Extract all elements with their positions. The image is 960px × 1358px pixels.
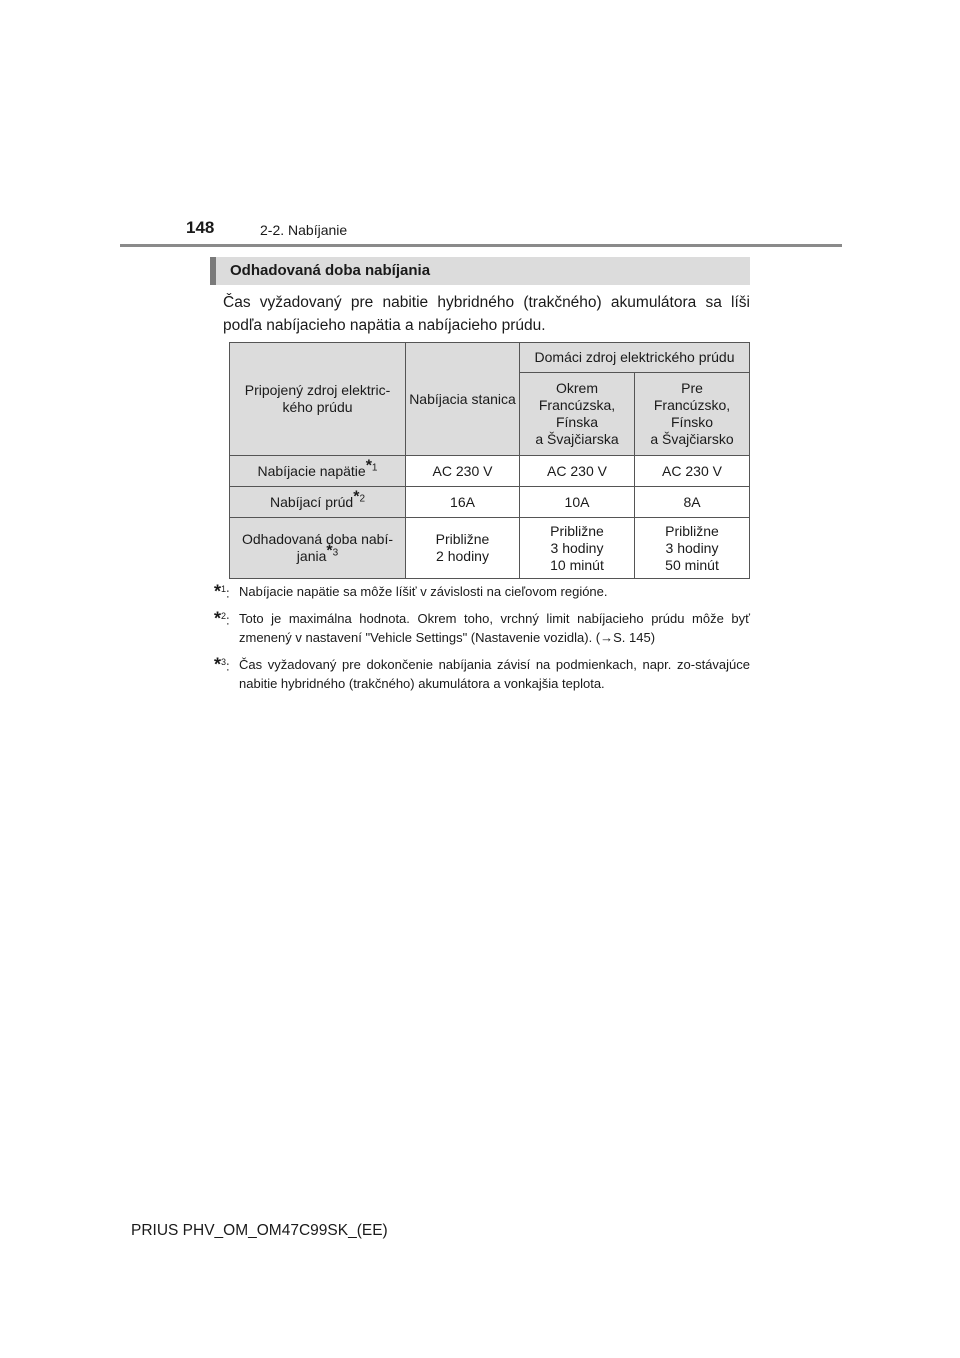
charging-time-table — [229, 342, 750, 579]
footnote-2: *$^2$: Toto je maximálna hodnota. Okrem toho, vrchný limit nabíjacieho prúdu môže byť zmenený v nastavení "Vehicle Settings" (Nastavenie vozidla). (→S. 145) — [214, 608, 750, 645]
header-station: Nabíjacia stanica — [406, 343, 520, 456]
page-number: 148 — [186, 218, 215, 237]
section-heading — [210, 257, 750, 285]
header-divider — [120, 244, 842, 247]
footnote-3: *$^3$: Čas vyžadovaný pre dokončenie nabíjania závisí na podmienkach, napr. zo-stávajúce nabitie hybridného (trakčného) akumulátora a vonkajšia teplota. — [214, 654, 750, 691]
row-label-current: Nabíjací prúd*$^2$ — [230, 487, 406, 518]
header-source: Pripojený zdroj elektric-kého prúdu — [230, 343, 406, 456]
intro-paragraph: Čas vyžadovaný pre nabitie hybridného (trakčného) akumulátora sa líši podľa nabíjacieho napätia a nabíjacieho prúdu. — [223, 294, 750, 334]
table-row — [230, 456, 750, 487]
cell-time-except: Približne 3 hodiny 10 minút — [520, 518, 635, 579]
section-heading-text: Odhadovaná doba nabíjania — [230, 262, 431, 279]
footnote-1: *$^1$: Nabíjacie napätie sa môže líšiť v závislosti na cieľovom regióne. — [214, 581, 608, 602]
cell-current-except: 10A — [520, 487, 635, 518]
cell-voltage-for: AC 230 V — [635, 456, 750, 487]
cell-time-station: Približne 2 hodiny — [406, 518, 520, 579]
table-row — [230, 518, 750, 579]
cell-current-for: 8A — [635, 487, 750, 518]
row-label-time: Odhadovaná doba nabí-jania*$^3$ — [230, 518, 406, 579]
header-home-for: Pre Francúzsko, Fínsko a Švajčiarsko — [635, 373, 750, 456]
cell-time-for: Približne 3 hodiny 50 minút — [635, 518, 750, 579]
cell-current-station: 16A — [406, 487, 520, 518]
table-header-row — [230, 343, 750, 373]
footnotes — [214, 582, 750, 701]
cell-voltage-except: AC 230 V — [520, 456, 635, 487]
section-title: 2-2. Nabíjanie — [260, 222, 348, 238]
table-row — [230, 487, 750, 518]
document-code: PRIUS PHV_OM_OM47C99SK_(EE) — [131, 1222, 388, 1239]
cell-voltage-station: AC 230 V — [406, 456, 520, 487]
header-home: Domáci zdroj elektrického prúdu — [520, 343, 750, 373]
row-label-voltage: Nabíjacie napätie*$^1$ — [230, 456, 406, 487]
header-home-except: Okrem Francúzska, Fínska a Švajčiarska — [520, 373, 635, 456]
